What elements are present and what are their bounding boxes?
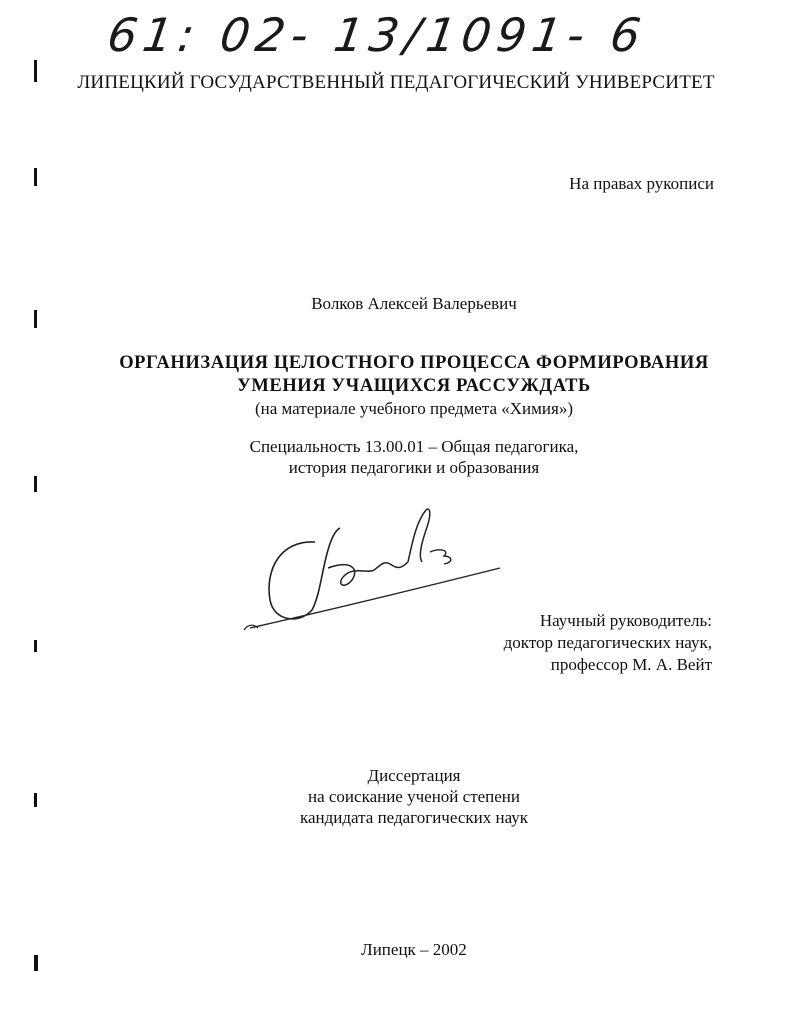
manuscript-rights-note: На правах рукописи <box>569 174 714 193</box>
advisor-line-2: доктор педагогических наук, <box>503 633 712 652</box>
specialty-line-1: Специальность 13.00.01 – Общая педагогика, <box>249 437 579 456</box>
title-line-1: ОРГАНИЗАЦИЯ ЦЕЛОСТНОГО ПРОЦЕССА ФОРМИРОВАНИЯ <box>119 353 709 373</box>
author-name: Волков Алексей Валерьевич <box>311 294 517 313</box>
title-line-2: УМЕНИЯ УЧАЩИХСЯ РАССУЖДАТЬ <box>237 376 591 396</box>
scan-artifact <box>34 168 37 186</box>
university-name: ЛИПЕЦКИЙ ГОСУДАРСТВЕННЫЙ ПЕДАГОГИЧЕСКИЙ УНИВЕРСИТЕТ <box>77 72 715 93</box>
city-year: Липецк – 2002 <box>361 940 467 959</box>
advisor-line-3: профессор М. А. Вейт <box>550 655 712 674</box>
dissertation-line-3: кандидата педагогических наук <box>299 808 529 827</box>
advisor-line-1: Научный руководитель: <box>539 611 712 630</box>
thesis-title <box>0 352 792 420</box>
scan-artifact <box>34 640 37 652</box>
specialty-line-2: история педагогики и образования <box>288 458 540 477</box>
handwritten-registry-code: 61: 02- 13/1091- 6 <box>104 8 650 62</box>
dissertation-line-1: Диссертация <box>367 766 461 785</box>
dissertation-line-2: на соискание ученой степени <box>307 787 521 806</box>
title-subtitle: (на материале учебного предмета «Химия») <box>254 399 573 418</box>
scan-artifact <box>34 476 37 492</box>
signature <box>240 500 510 635</box>
dissertation-statement <box>0 765 792 828</box>
scientific-advisor <box>504 610 712 676</box>
specialty-block <box>0 436 792 478</box>
